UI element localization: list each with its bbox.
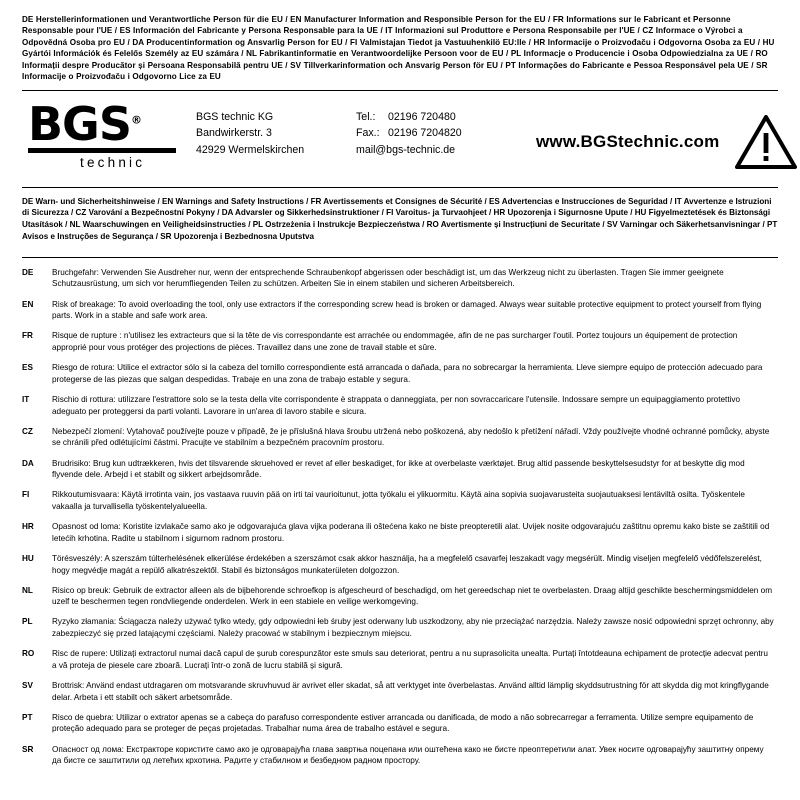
instruction-row xyxy=(22,394,778,417)
language-code: IT xyxy=(22,394,30,404)
language-code: CZ xyxy=(22,426,33,436)
language-code: DA xyxy=(22,458,34,468)
company-street: Bandwirkerstr. 3 xyxy=(196,127,272,140)
instruction-row xyxy=(22,616,778,639)
instruction-row xyxy=(22,712,778,735)
instruction-row xyxy=(22,553,778,576)
brand-logo xyxy=(22,96,196,170)
company-address xyxy=(196,103,356,158)
language-code: HR xyxy=(22,522,34,532)
instruction-row xyxy=(22,648,778,671)
instruction-row xyxy=(22,362,778,385)
instruction-text: Risico op breuk: Gebruik de extractor alleen als de bijbehorende schroefkop is afgescheurd of beschadigd, om het gereedschap niet te overbelasten. Draag altijd geschikte beschermingsmiddelen om uzelf te beschermen tegen rondvliegende onderdelen. Werk in een stabiele en veilige werkomgeving. xyxy=(52,585,773,607)
instruction-text: Riesgo de rotura: Utilice el extractor sólo si la cabeza del tornillo correspondiente está arrancada o dañada, para no sobrecargar la herramienta. Lleve siempre equipo de protección adecuado para protegerse de las piezas que salgan despedidas. Trabaje en una zona de trabajo estable y segura. xyxy=(52,363,763,384)
instruction-text: Brottrisk: Använd endast utdragaren om motsvarande skruvhuvud är avrivet eller skadat, så att verktyget inte överbelastas. Använd alltid lämplig skyddsutrustning för att skydda dig mot kringflygande delar. Arbeta i ett stabilt och säkert arbetsområde. xyxy=(52,681,769,702)
company-fax-row xyxy=(356,125,536,141)
language-code: DE xyxy=(22,267,34,277)
language-code: PT xyxy=(22,712,33,722)
instruction-text: Opasnost od loma: Koristite izvlakače samo ako je odgovarajuća glava vijka poderana ili oštećena kako ne biste preopteretili alat. Uvijek nosite odgovarajuću zaštitnu opremu kako biste se zaštitili od letećih krhotina. Radite u stabilnom i sigurnom radnom prostoru. xyxy=(52,522,770,543)
instruction-text: Risco de quebra: Utilizar o extrator apenas se a cabeça do parafuso correspondente estiver arrancada ou danificada, de modo a não sobrecarregar a ferramenta. Utilize sempre equipamento de proteção adequado para se proteger de peças projetadas. Trabalhar numa área de trabalho estável e segura. xyxy=(52,712,754,734)
company-info-block xyxy=(22,91,778,180)
logo-text: BGS xyxy=(28,96,131,151)
language-code: FI xyxy=(22,490,30,500)
instruction-text: Risc de rupere: Utilizați extractorul numai dacă capul de șurub corespunzător este smuls sau deteriorat, pentru a nu suprasolicita unealta. Purtați întotdeauna echipament de protecție adecvat pentru a vă proteja de piesele care zboară. Lucrați într-o zonă de lucru stabilă și sigură. xyxy=(52,649,768,670)
language-code: PL xyxy=(22,617,33,627)
instruction-row xyxy=(22,426,778,449)
language-code: EN xyxy=(22,299,34,309)
instruction-row xyxy=(22,489,778,512)
language-code: SR xyxy=(22,744,34,754)
instruction-text: Rikkoutumisvaara: Käytä irrotinta vain, jos vastaava ruuvin pää on irti tai vaurioitunut, jotta työkalu ei ylikuormitu. Käytä aina sopivia suojavarusteita suojautuaksesi lentäviltä osilta. Työskentele vakaalla ja turvallisella työskentelyalueella. xyxy=(52,490,745,511)
logo-subtext: technic xyxy=(80,154,146,170)
instruction-row xyxy=(22,521,778,544)
language-code: SV xyxy=(22,681,33,690)
instruction-text: Brudrisiko: Brug kun udtrækkeren, hvis det tilsvarende skruehoved er revet af eller beskadiget, for ikke at overbelaste værktøjet. Brug altid passende beskyttelsesudstyr for at beskytte dig mod flyvende dele. Arbejd i et stabilt og sikkert arbejdsområde. xyxy=(52,458,745,480)
language-code: ES xyxy=(22,363,33,373)
instruction-text: Ryzyko złamania: Ściągacza należy używać tylko wtedy, gdy odpowiedni łeb śruby jest oderwany lub uszkodzony, aby nie przeciążać narzędzia. Należy zawsze nosić odpowiedni sprzęt ochronny, aby zabezpieczyć się przed latającymi częściami. Należy pracować w stabilnym i bezpiecznym miejscu. xyxy=(52,617,774,639)
instruction-row xyxy=(22,330,778,353)
instruction-row xyxy=(22,680,778,703)
phone-number: 02196 720480 xyxy=(388,110,456,123)
company-name: BGS technic KG xyxy=(196,110,274,123)
language-code: RO xyxy=(22,649,35,659)
instruction-row xyxy=(22,299,778,322)
registered-trademark-icon: ® xyxy=(130,113,142,127)
company-website[interactable]: www.BGStechnic.com xyxy=(536,131,720,151)
instruction-text: Bruchgefahr: Verwenden Sie Ausdreher nur, wenn der entsprechende Schraubenkopf abgerissen oder beschädigt ist, um das Werkzeug nicht zu überlasten. Tragen Sie immer geeignete Schutzausrüstung, um sich vor herumfliegenden Teilen zu schützen. Arbeiten Sie in einem stabilen und sicheren Arbeitsbereich. xyxy=(52,267,724,289)
manufacturer-info-languages: DE Herstellerinformationen und Verantwortliche Person für die EU / EN Manufacturer Information and Responsible Person for the EU / FR Informations sur le Fabricant et Personne Responsable pour l'UE / ES Información del Fabricante y Persona Responsable para la UE / IT Informazioni sul Produttore e Persona Responsabile per l'UE / CZ Informace o Výrobci a Odpovědná Osoba pro EU / DA Producentinformation og Ansvarlig Person for EU / FI Valmistajan Tiedot ja Vastuuhenkilö EU:lle / HR Informacije o Proizvođaču i Odgovorna Osoba za EU / HU Gyártói Információk és Felelős Személy az EU számára / NL Fabrikantinformatie en Verantwoordelijke Persoon voor de EU / PL Informacje o Producencie i Osoba Odpowiedzialna za UE / RO Informații despre Producător și Persoana Responsabilă pentru UE / SV Tillverkarinformation och Ansvarig Person för EU / PT Informações do Fabricante e Pessoa Responsável pela UE / SR Informacije o Proizvođaču i Odgovorno Lice za EU xyxy=(22,15,775,82)
instruction-row xyxy=(22,458,778,481)
instruction-row xyxy=(22,585,778,608)
fax-label: Fax.: xyxy=(356,127,380,140)
safety-instructions-list xyxy=(22,258,778,767)
instruction-text: Risk of breakage: To avoid overloading the tool, only use extractors if the corresponding screw head is broken or damaged. Always wear suitable protective equipment to protect yourself from flying parts. Work in a stable and safe work area. xyxy=(52,299,762,321)
language-code: FR xyxy=(22,331,33,341)
instruction-row xyxy=(22,267,778,290)
instruction-text: Risque de rupture : n'utilisez les extracteurs que si la tête de vis correspondante est arrachée ou endommagée, afin de ne pas surcharger l'outil. Portez toujours un équipement de protection approprié pour vous protéger des projections de pièces. Travaillez dans une zone de travail stable et sûre. xyxy=(52,331,738,353)
company-email: mail@bgs-technic.de xyxy=(356,143,456,156)
company-contact xyxy=(356,103,536,158)
warning-triangle-icon xyxy=(735,115,797,169)
instruction-row xyxy=(22,744,778,767)
language-code: NL xyxy=(22,585,33,595)
company-web-block xyxy=(536,103,800,169)
instruction-text: Nebezpečí zlomení: Vytahovač používejte pouze v případě, že je příslušná hlava šroubu utržená nebo poškozená, aby nedošlo k přetížení nářadí. Vždy používejte vhodné ochranné pomůcky, abyste se chránili před odlétujícími částmi. Pracujte ve stabilním a bezpečném pracovním prostoru. xyxy=(52,426,770,448)
phone-label: Tel.: xyxy=(356,110,376,123)
safety-headings-languages: DE Warn- und Sicherheitshinweise / EN Warnings and Safety Instructions / FR Avertissements et Consignes de Sécurité / ES Advertencias e Instrucciones de Seguridad / IT Avvertenze e Istruzioni di Sicurezza / CZ Varování a Bezpečnostní Pokyny / DA Advarsler og Sikkerhedsinstruktioner / FI Varoitus- ja Turvaohjeet / HR Upozorenja i Sigurnosne Upute / HU Figyelmeztetések és Biztonsági Utasítások / NL Waarschuwingen en Veiligheidsinstructies / PL Ostrzeżenia i Instrukcje Bezpieczeństwa / RO Avertismente și Instrucțiuni de Securitate / SV Varningar och Säkerhetsanvisningar / PT Avisos e Instruções de Segurança / SR Upozorenja i Bezbednosna Uputstva xyxy=(22,196,778,242)
logo-wordmark xyxy=(28,96,178,151)
company-city: 42929 Wermelskirchen xyxy=(196,143,305,156)
instruction-text: Rischio di rottura: utilizzare l'estrattore solo se la testa della vite corrispondente è strappata o danneggiata, per non sovraccaricare l'utensile. Indossare sempre un equipaggiamento protettivo adeguato per proteggersi da parti volanti. Lavorare in un'area di lavoro stabile e sicura. xyxy=(52,394,741,416)
instruction-text: Опасност од лома: Екстракторе користите само ако је одговарајућа глава завртња поцепана или оштећена како не бисте преоптеретили алат. Увек носите одговарајућу заштитну опрему да бисте се заштитили од летећих крхотина. Радите у стабилном и безбедном радном простору. xyxy=(52,744,764,766)
instruction-text: Törésveszély: A szerszám túlterhelésének elkerülése érdekében a szerszámot csak akkor használja, ha a megfelelő csavarfej leszakadt vagy megsérült. Mindig viseljen megfelelő védőfelszerelést, hogy megvédje magát a repülő alkatrészektől. Stabil és biztonságos munkaterületen dolgozzon. xyxy=(52,553,762,575)
fax-number: 02196 7204820 xyxy=(388,127,462,140)
company-phone-row xyxy=(356,109,536,125)
language-code: HU xyxy=(22,553,34,563)
